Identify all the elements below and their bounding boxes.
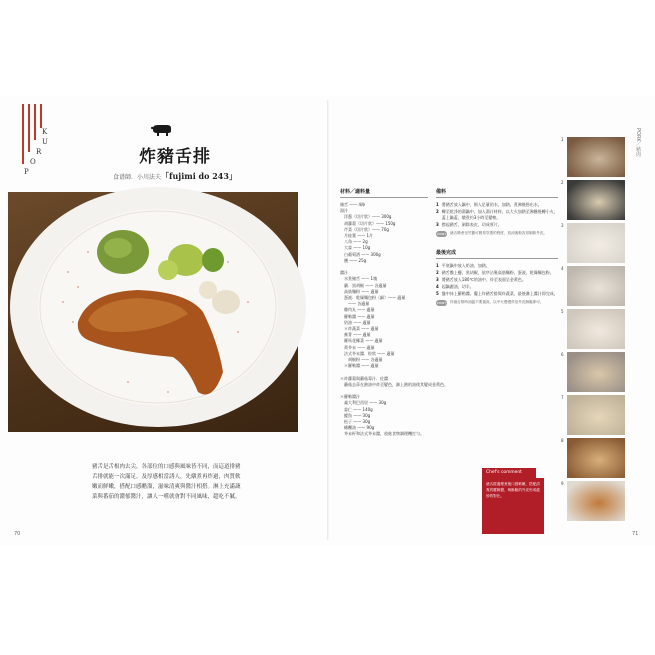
- book-gutter: [327, 100, 329, 540]
- step-photo: [561, 309, 625, 349]
- step-number: 3: [436, 277, 439, 282]
- step-text: 將豬舌放入鍋中，倒入足量的水，加熱。煮沸後捞出水。: [441, 202, 542, 207]
- ingredient-line: 蘑．黑胡椒 —— 各適量: [340, 282, 387, 288]
- step-text: 將豬舌放入180℃的油中，炸至表面呈金黃色。: [441, 277, 526, 282]
- photo-caption: 餐盤：FUJIMI 原創 25% 鍛造／銀色: [223, 615, 288, 620]
- subtitle-prefix: 食谱師．小川法夫: [113, 174, 162, 181]
- ingredient-line: 月桂葉 —— 1片: [340, 233, 374, 239]
- title-bar: [34, 104, 36, 140]
- ingredient-line: 蕪菁 —— 適量: [340, 332, 371, 338]
- step-photo-number: 4: [561, 266, 564, 271]
- point-text: 炸豬舌排時油溫不要過高，以中火慢慢炸至外皮酥脆即可。: [450, 300, 544, 304]
- vertical-header: PORK／豬肉: [635, 128, 641, 157]
- step-photo: [561, 137, 625, 177]
- page-subtitle: [95, 171, 255, 182]
- step-text: 起鍋瀝油，切半。: [441, 284, 474, 289]
- ingredient-line: 義大利巴西里 —— 30g: [340, 400, 387, 406]
- step-item: [436, 263, 558, 269]
- ingredient-line: 蛋液．乾燥麵包粉（細）—— 適量: [340, 295, 406, 301]
- ingredient-line: 蘑菇去蒂在熱油中炸至變色，淋上熱的油使其變成金黃色。: [340, 381, 448, 387]
- step-photo-number: 9: [561, 481, 564, 486]
- step-text: 盤中抹上羅勒醬，擺上炸豬舌排與炸蔬菜，最後淋上醬汁即完成。: [441, 291, 558, 296]
- step-photo: [561, 438, 625, 478]
- step-photo: [561, 395, 625, 435]
- step-photo: [561, 180, 625, 220]
- prep-heading: 備料: [436, 188, 558, 198]
- step-photo-number: 2: [561, 180, 564, 185]
- ingredient-line: 鯷魚 —— 30g: [340, 412, 371, 418]
- steps-column: [436, 188, 558, 309]
- title-letter: O: [30, 158, 36, 166]
- step-text: 平底鍋中放入奶油，加熱。: [441, 263, 490, 268]
- point-badge: POINT: [436, 232, 447, 236]
- ingredient-line: ＊羅勒醬 —— 適量: [340, 363, 379, 369]
- step-number: 3: [436, 222, 439, 227]
- step-photo-number: 3: [561, 223, 564, 228]
- step-item: [436, 202, 558, 208]
- finish-steps: [436, 263, 558, 297]
- step-number: 5: [436, 291, 439, 296]
- page-title: 炸豬舌排: [139, 147, 211, 167]
- ingredient-line: 水煮豬舌 —— 1塊: [340, 276, 378, 282]
- title-letter: U: [42, 138, 48, 146]
- ingredient-line: 羅馬花椰菜 —— 適量: [340, 338, 383, 344]
- ingredient-line: 豬舌 —— 4條: [340, 202, 366, 207]
- step-item: [436, 222, 558, 228]
- ingredient-line: 胡椒粉 —— 各適量: [340, 357, 383, 363]
- ingredient-line: ＊炸蔬菜 —— 適量: [340, 326, 379, 332]
- ingredient-line: 羅勒醬 —— 適量: [340, 313, 375, 319]
- pig-icon: [151, 124, 173, 136]
- step-photo-strip: [561, 137, 625, 524]
- ingredient-line: 法式芥末醬．粒狀 —— 適量: [340, 350, 395, 356]
- ingredient-line: ＊炸蘿蔔與蘑菇莓汁．佐醬: [340, 375, 388, 381]
- chef-comment-text: 豬舌經過燉煮後口感軟嫩，搭配清爽的羅勒醬，與酥脆的外皮形成絕妙的對比。: [486, 482, 540, 498]
- prep-steps: [436, 202, 558, 228]
- ingredients-heading: 材料／適料量: [340, 188, 428, 198]
- ingredient-line: 高筋麵粉 —— 適量: [340, 288, 379, 294]
- ingredient-line: ＊羅勒醬汁: [340, 394, 360, 400]
- ingredient-line: 奶油 —— 適量: [340, 319, 371, 325]
- ingredient-line: 大蒜 —— 10g: [340, 245, 371, 251]
- step-photo: [561, 352, 625, 392]
- title-letter: R: [36, 148, 42, 156]
- step-number: 1: [436, 202, 439, 207]
- title-letter: K: [42, 128, 48, 136]
- ingredient-line: 胡蘿蔔（切片狀）—— 150g: [340, 220, 396, 226]
- title-bar: [22, 104, 24, 164]
- page-number-left: 70: [14, 531, 21, 537]
- step-photo-number: 8: [561, 438, 564, 443]
- prep-point: [436, 231, 558, 237]
- step-number: 1: [436, 263, 439, 268]
- ingredient-line: 松子 —— 30g: [340, 419, 371, 425]
- finish-point: [436, 300, 558, 306]
- finish-heading: 最後完成: [436, 249, 558, 259]
- step-photo-number: 6: [561, 352, 564, 357]
- point-text: 豬舌燉煮至竹籤可輕易穿透的程度，放涼後較容易剝除外皮。: [450, 231, 548, 235]
- plate-illustration: [8, 192, 298, 432]
- step-photo-number: 5: [561, 309, 564, 314]
- ingredient-line: 雞肉丸 —— 適量: [340, 307, 375, 313]
- page-number-right: 71: [632, 531, 639, 537]
- title-letter: P: [24, 168, 29, 176]
- body-text: 豬舌是舌根肉去尖，各部位的口感與風味皆不同，而這道排豬舌排就能一次滿足。及厚感相當誘人，先燉煮再炸過，肉質軟嫩而鮮嫩，搭配口感醋溜，滋味清爽與醬汁相搭。淋上充滿蔬菜與番茄的濃郁醬汁，讓人一嚐就會對不同風味，超吃不膩。: [92, 464, 241, 500]
- ingredient-line: 白葡萄酒 —— 300g: [340, 251, 381, 257]
- step-item: [436, 291, 558, 297]
- ingredient-line: 黃芥末 —— 適量: [340, 344, 375, 350]
- step-number: 2: [436, 270, 439, 275]
- step-photo-number: 7: [561, 395, 564, 400]
- ingredient-line: —— 各適量: [340, 301, 370, 307]
- ingredient-line: 蒜仁 —— 140g: [340, 406, 373, 412]
- step-photo: [561, 266, 625, 306]
- step-text: 豬舌撒上鹽、黑胡椒，依序沾裹高筋麵粉、蛋液、乾燥麵包粉。: [441, 270, 554, 275]
- step-number: 2: [436, 209, 439, 214]
- ingredient-line: 鹽 —— 25g: [340, 257, 367, 263]
- step-photo: [561, 223, 625, 263]
- step-text: 轉至乾淨的湯鍋中，加入湯汁材料，以大火加熱至沸騰後轉小火，蓋上鍋蓋，燉煮約3小時至變軟。: [441, 209, 558, 220]
- title-bar: [28, 104, 30, 152]
- step-item: [436, 270, 558, 276]
- step-text: 撈起豬舌，剝除表皮，切成厚片。: [441, 222, 502, 227]
- point-badge: POINT: [436, 301, 447, 305]
- step-number: 4: [436, 284, 439, 289]
- ingredient-line: 芹菜（切片狀）—— 70g: [340, 226, 389, 232]
- vertical-title: [22, 104, 48, 176]
- step-item: [436, 284, 558, 290]
- restaurant-name: 「fujimi do 243」: [161, 171, 237, 181]
- chef-comment-box: [482, 470, 544, 534]
- ingredient-line: 醬汁: [340, 270, 348, 276]
- ingredient-line: 橄欖油 —— 90g: [340, 425, 375, 431]
- ingredient-line: 洋蔥（切片狀）—— 300g: [340, 214, 392, 220]
- step-item: [436, 277, 558, 283]
- step-photo: [561, 481, 625, 521]
- step-photo-number: 1: [561, 137, 564, 142]
- step-item: [436, 209, 558, 221]
- ingredient-line: 八角 —— 2g: [340, 239, 368, 245]
- chef-comment-label: Chef's comment: [482, 468, 536, 478]
- title-bar: [40, 104, 42, 128]
- ingredient-line: 湯汁: [340, 208, 348, 214]
- ingredient-line: 芥末籽和法式芥末醬，放進食物調理機打勻。: [340, 431, 424, 437]
